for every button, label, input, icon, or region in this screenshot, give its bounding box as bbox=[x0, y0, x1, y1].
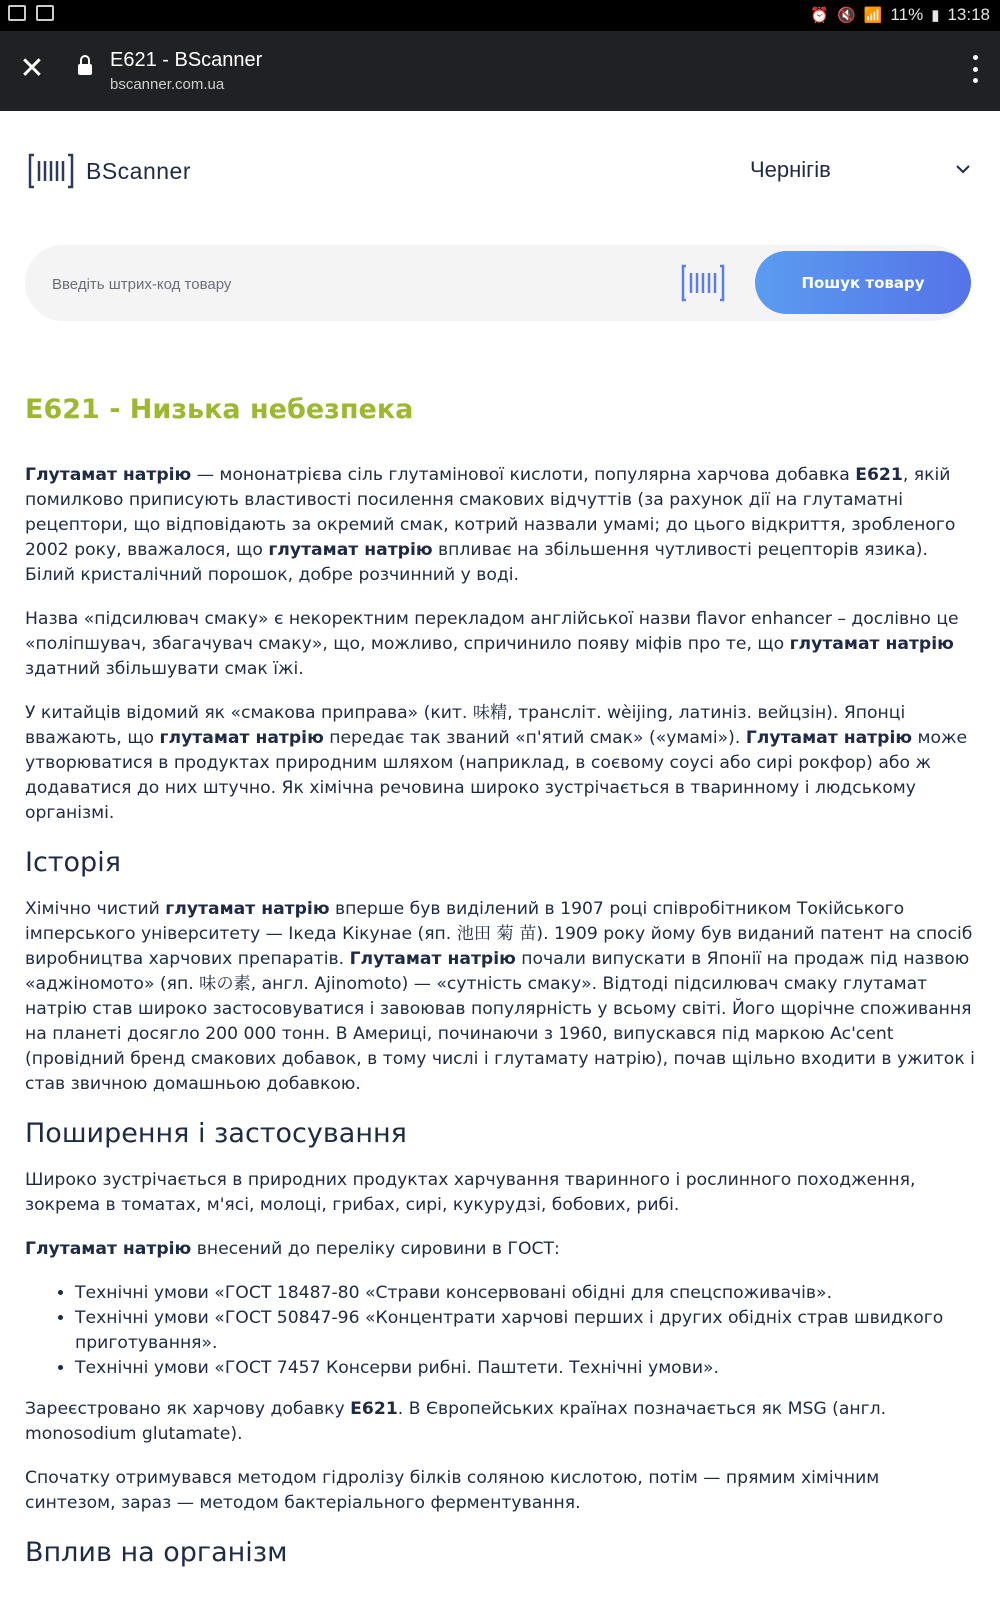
text: . В Європейських країнах позначається як MSG (англ. monosodium glutamate). bbox=[25, 1399, 887, 1444]
term-bold: Глутамат натрію bbox=[745, 728, 913, 748]
code-bold: E621 bbox=[350, 1399, 398, 1419]
browser-toolbar bbox=[0, 31, 1000, 111]
search-bar bbox=[25, 245, 970, 321]
registration-paragraph bbox=[25, 1397, 975, 1447]
screenshot-notification-icon bbox=[36, 5, 54, 21]
text: впливає на збільшення чутливості рецепторів язика). Білий кристалічний порошок, добре розчинний у воді. bbox=[25, 540, 928, 585]
logo-text: BScanner bbox=[86, 157, 192, 184]
barcode-search-input[interactable] bbox=[50, 267, 654, 301]
production-paragraph: Спочатку отримувався методом гідролізу білків соляною кислотою, потім — прямим хімічним синтезом, зараз — методом бактеріального ферментування. bbox=[25, 1468, 880, 1513]
search-product-button[interactable]: Пошук товару bbox=[755, 251, 971, 314]
text: почали випускати в Японії на продаж під назвою «аджіномото» (яп. 味の素, англ. Ajinomoto) — «сутність смаку». Відтоді підсилювач смаку глутамат натрію став широко застосовуватися і завоював популярність у всьому світі. Його щорічне споживання на планеті досягло 200 000 тонн. В Америці, починаючи з 1960, випускався під маркою Ac'cent (провідний бренд смакових добавок, в тому числі і глутамату натрію), почав щільно входити в ужиток і став звичною домашньою добавкою. bbox=[25, 949, 975, 1094]
list-item: • Технічні умови «ГОСТ 18487-80 «Страви консервовані обідні для спецспоживачів». bbox=[75, 1281, 975, 1306]
more-options-icon[interactable] bbox=[970, 55, 980, 83]
text: передає так званий «п'ятий смак» («умамі»). bbox=[323, 728, 746, 748]
text: Зареєстровано як харчову добавку bbox=[25, 1399, 351, 1419]
article bbox=[25, 390, 975, 1587]
mute-icon: 🔇 bbox=[837, 7, 856, 24]
text: Назва «підсилювач смаку» є некоректним перекладом англійської назви flavor enhancer – дослівно це «поліпшувач, збагачувач смаку», що, можливо, спричинило появу міфів про те, що bbox=[25, 609, 959, 654]
lock-icon[interactable] bbox=[78, 61, 92, 77]
text: Хімічно чистий bbox=[25, 899, 166, 919]
chevron-down-icon[interactable] bbox=[955, 163, 971, 175]
term-bold: Глутамат натрію bbox=[25, 1239, 192, 1259]
barcode-logo-icon bbox=[28, 153, 74, 189]
intro-paragraph bbox=[25, 463, 975, 588]
system-indicators bbox=[810, 5, 990, 25]
text: вперше був виділений в 1907 році співробітником Токійського імперського університету — Ікеда Кікунае (яп. 池田 菊 苗). 1909 року йому був виданий патент на спосіб виробництва харчових препаратів. bbox=[25, 899, 973, 969]
city-selector[interactable]: Чернігів bbox=[750, 157, 831, 182]
history-heading: Історія bbox=[25, 847, 121, 878]
page-url: bscanner.com.ua bbox=[110, 76, 225, 93]
term-bold: глутамат натрію bbox=[165, 899, 330, 919]
text: здатний збільшувати смак їжі. bbox=[25, 659, 304, 679]
gallery-notification-icon bbox=[8, 5, 26, 21]
clock: 13:18 bbox=[947, 5, 990, 24]
list-item: • Технічні умови «ГОСТ 7457 Консерви рибні. Паштети. Технічні умови». bbox=[75, 1356, 975, 1381]
name-paragraph bbox=[25, 607, 975, 682]
alarm-icon: ⏰ bbox=[810, 7, 830, 24]
battery-level: 11% bbox=[890, 5, 924, 24]
gost-intro-paragraph bbox=[25, 1237, 975, 1262]
term-bold: глутамат натрію bbox=[268, 540, 433, 560]
text: У китайців відомий як «смакова приправа» (кит. 味精, трансліт. wèijing, латиніз. вейцзін). Японці вважають, що bbox=[25, 703, 906, 748]
usage-heading: Поширення і застосування bbox=[25, 1118, 407, 1149]
term-bold: Глутамат натрію bbox=[25, 465, 192, 485]
term-bold: глутамат натрію bbox=[159, 728, 324, 748]
text: може утворюватися в продуктах природним шляхом (наприклад, в соєвому соусі або сирі рокфор) або ж додаватися до них штучно. Як хімічна речовина широко зустрічається в тваринному і людському організмі. bbox=[25, 728, 968, 823]
status-bar bbox=[0, 0, 1000, 31]
text: внесений до переліку сировини в ГОСТ: bbox=[191, 1239, 560, 1259]
battery-icon: ▮ bbox=[931, 7, 940, 24]
list-item: • Технічні умови «ГОСТ 50847-96 «Концентрати харчові перших і других обідніх страв швидкого приготування». bbox=[75, 1306, 975, 1356]
barcode-scan-icon[interactable] bbox=[680, 263, 726, 303]
term-bold: глутамат натрію bbox=[789, 634, 954, 654]
text: — мононатрієва сіль глутамінової кислоти, популярна харчова добавка bbox=[191, 465, 856, 485]
signal-icon: 📶 bbox=[863, 7, 883, 24]
usage-paragraph: Широко зустрічається в природних продуктах харчування тваринного і рослинного походження, зокрема в томатах, м'ясі, молоці, грибах, сирі, кукурудзі, бобових, рибі. bbox=[25, 1170, 916, 1215]
text: , якій помилково приписують властивості посилення смакових відчуттів (за рахунок дії на глутаматні рецептори, що відповідають за окремий смак, котрий назвали умамі; до цього відкриття, зробленого 2002 року, вважалося, що bbox=[25, 465, 956, 560]
gost-list bbox=[25, 1281, 975, 1381]
site-logo[interactable] bbox=[28, 153, 191, 189]
close-icon[interactable]: ✕ bbox=[19, 52, 45, 85]
code-bold: E621 bbox=[855, 465, 903, 485]
history-paragraph bbox=[25, 897, 975, 1097]
additive-title: E621 - Низька небезпека bbox=[25, 394, 414, 425]
page-title: E621 - BScanner bbox=[110, 49, 263, 71]
effect-heading: Вплив на організм bbox=[25, 1537, 288, 1568]
term-bold: Глутамат натрію bbox=[349, 949, 516, 969]
umami-paragraph bbox=[25, 701, 975, 826]
notification-icons bbox=[8, 5, 54, 21]
